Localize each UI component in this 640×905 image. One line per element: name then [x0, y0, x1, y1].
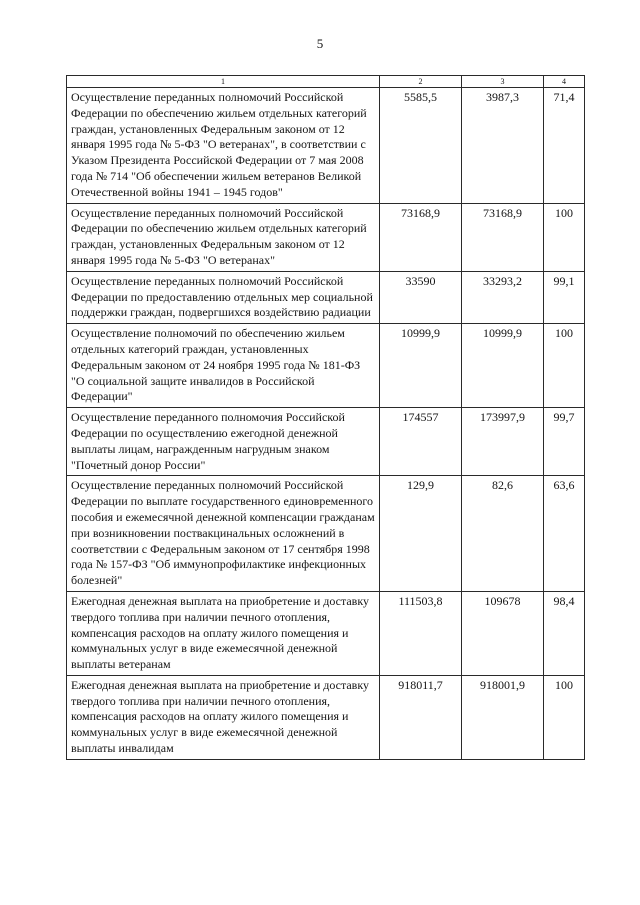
- table-row: [67, 675, 585, 759]
- row-description: Осуществление переданных полномочий Российской Федерации по выплате государственного единовременного пособия и ежемесячной денежной компенсации гражданам при возникновении поствакцинальных осложнений в соответствии с Федеральным законом от 17 сентября 1998 года № 157-ФЗ "Об иммунопрофилактике инфекционных болезней": [67, 476, 380, 592]
- row-value-col3: 173997,9: [462, 408, 544, 476]
- table-row: [67, 88, 585, 204]
- table-body: [67, 88, 585, 760]
- column-header-3: 3: [462, 76, 544, 88]
- row-description: Осуществление переданных полномочий Российской Федерации по предоставлению отдельных мер социальной поддержки граждан, подвергшихся воздействию радиации: [67, 271, 380, 323]
- row-description: Осуществление переданных полномочий Российской Федерации по обеспечению жильем отдельных категорий граждан, установленных Федеральным законом от 12 января 1995 года № 5-ФЗ "О ветеранах": [67, 203, 380, 271]
- row-value-col4: 100: [544, 203, 585, 271]
- row-value-col4: 71,4: [544, 88, 585, 204]
- table-row: [67, 476, 585, 592]
- row-value-col3: 33293,2: [462, 271, 544, 323]
- column-header-4: 4: [544, 76, 585, 88]
- row-value-col3: 82,6: [462, 476, 544, 592]
- row-description: Осуществление переданных полномочий Российской Федерации по обеспечению жильем отдельных категорий граждан, установленных Федеральным законом от 12 января 1995 года № 5-ФЗ "О ветеранах", в соответствии с Указом Президента Российской Федерации от 7 мая 2008 года № 714 "Об обеспечении жильем ветеранов Великой Отечественной войны 1941 – 1945 годов": [67, 88, 380, 204]
- row-value-col2: 5585,5: [380, 88, 462, 204]
- table-row: [67, 408, 585, 476]
- column-header-2: 2: [380, 76, 462, 88]
- table-header-row: [67, 76, 585, 88]
- row-value-col4: 99,1: [544, 271, 585, 323]
- row-value-col4: 63,6: [544, 476, 585, 592]
- row-value-col4: 100: [544, 324, 585, 408]
- table-row: [67, 324, 585, 408]
- row-value-col3: 918001,9: [462, 675, 544, 759]
- row-value-col2: 174557: [380, 408, 462, 476]
- table-row: [67, 271, 585, 323]
- table-row: [67, 203, 585, 271]
- row-value-col2: 33590: [380, 271, 462, 323]
- row-value-col2: 73168,9: [380, 203, 462, 271]
- row-value-col2: 10999,9: [380, 324, 462, 408]
- row-description: Осуществление полномочий по обеспечению жильем отдельных категорий граждан, установленных Федеральным законом от 24 ноября 1995 года № 181-ФЗ "О социальной защите инвалидов в Российской Федерации": [67, 324, 380, 408]
- column-header-1: 1: [67, 76, 380, 88]
- table-row: [67, 591, 585, 675]
- row-value-col3: 73168,9: [462, 203, 544, 271]
- report-table: [66, 75, 585, 760]
- row-value-col3: 3987,3: [462, 88, 544, 204]
- row-value-col2: 111503,8: [380, 591, 462, 675]
- row-value-col2: 918011,7: [380, 675, 462, 759]
- row-value-col2: 129,9: [380, 476, 462, 592]
- row-description: Ежегодная денежная выплата на приобретение и доставку твердого топлива при наличии печного отопления, компенсация расходов на оплату жилого помещения и коммунальных услуг в виде ежемесячной денежной выплаты инвалидам: [67, 675, 380, 759]
- row-value-col4: 99,7: [544, 408, 585, 476]
- row-value-col4: 100: [544, 675, 585, 759]
- row-description: Осуществление переданного полномочия Российской Федерации по осуществлению ежегодной денежной выплаты лицам, награжденным нагрудным знаком "Почетный донор России": [67, 408, 380, 476]
- row-description: Ежегодная денежная выплата на приобретение и доставку твердого топлива при наличии печного отопления, компенсация расходов на оплату жилого помещения и коммунальных услуг в виде ежемесячной денежной выплаты ветеранам: [67, 591, 380, 675]
- row-value-col3: 109678: [462, 591, 544, 675]
- page-number: 5: [316, 36, 324, 51]
- row-value-col3: 10999,9: [462, 324, 544, 408]
- row-value-col4: 98,4: [544, 591, 585, 675]
